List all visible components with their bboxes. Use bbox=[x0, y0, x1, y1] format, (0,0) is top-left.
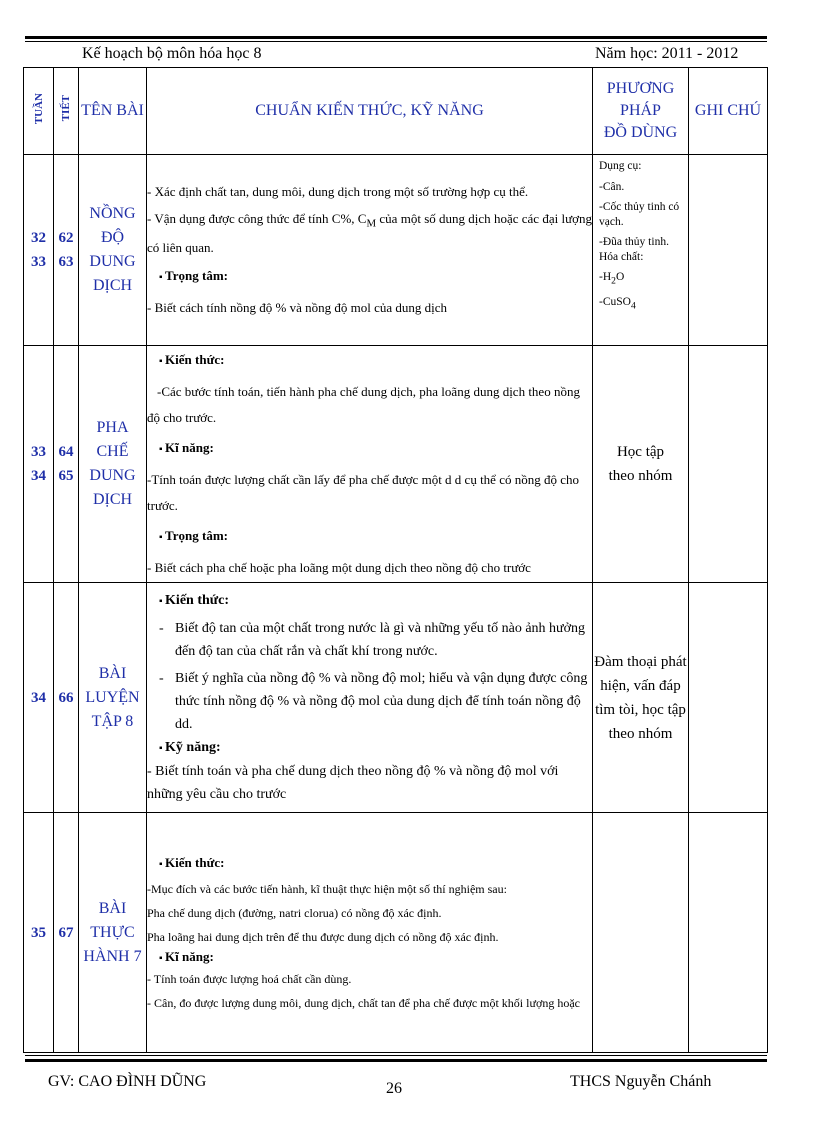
week-cell: 32 33 bbox=[24, 155, 54, 346]
top-rule-thin bbox=[25, 41, 767, 42]
column-note: GHI CHÚ bbox=[689, 68, 768, 155]
week-cell: 35 bbox=[24, 813, 54, 1053]
lesson-title-cell: BÀI THỰC HÀNH 7 bbox=[79, 813, 147, 1053]
week-cell: 34 bbox=[24, 583, 54, 813]
standard-cell: - Xác định chất tan, dung môi, dung dịch trong một số trường hợp cụ thể. - Vận dụng được công thức để tính C%, $C_M$ của một số dung dịch hoặc các đại lượng có liên quan. ▪ Trọng tâm: - Biết cách tính nồng độ % và nồng độ mol của dung dịch bbox=[147, 155, 593, 346]
note-cell bbox=[689, 346, 768, 583]
footer-teacher: GV: CAO ĐÌNH DŨNG bbox=[48, 1073, 207, 1090]
column-week: TUẦN bbox=[24, 68, 54, 155]
top-rule-thick bbox=[25, 36, 767, 39]
lesson-title-cell: PHA CHẾ DUNG DỊCH bbox=[79, 346, 147, 583]
plan-title: Kế hoạch bộ môn hóa học 8 bbox=[82, 45, 262, 62]
column-standard: CHUẨN KIẾN THỨC, KỸ NĂNG bbox=[147, 68, 593, 155]
footer-page-number: 26 bbox=[386, 1080, 402, 1097]
standard-cell: ▪ Kiến thức: -Mục đích và các bước tiến hành, kĩ thuật thực hiện một số thí nghiệm sau: Pha chế dung dịch (đường, natri clorua) có nồng độ xác định. Pha loãng hai dung dịch trên để thu được dung dịch có nồng độ xác định. ▪ Kĩ năng: - Tính toán được lượng hoá chất cần dùng. - Cân, đo được lượng dung môi, dung dịch, chất tan để pha chế được một khối lượng hoặc bbox=[147, 813, 593, 1053]
column-lesson: TÊN BÀI bbox=[79, 68, 147, 155]
lesson-title-cell: BÀI LUYỆN TẬP 8 bbox=[79, 583, 147, 813]
method-cell: Đàm thoại phát hiện, vấn đáp tìm tòi, học tập theo nhóm bbox=[593, 583, 689, 813]
note-cell bbox=[689, 813, 768, 1053]
method-cell: Học tập theo nhóm bbox=[593, 346, 689, 583]
standard-cell: ▪ Kiến thức: -Các bước tính toán, tiến hành pha chế dung dịch, pha loãng dung dịch theo nồng độ cho trước. ▪ Kĩ năng: -Tính toán được lượng chất cần lấy để pha chế được một d d cụ thể có nồng độ cho trước. ▪ Trọng tâm: - Biết cách pha chế hoặc pha loãng một dung dịch theo nồng độ cho trước bbox=[147, 346, 593, 583]
period-cell: 66 bbox=[54, 583, 79, 813]
period-cell: 62 63 bbox=[54, 155, 79, 346]
lesson-title-cell: NỒNG ĐỘ DUNG DỊCH bbox=[79, 155, 147, 346]
period-cell: 67 bbox=[54, 813, 79, 1053]
standard-cell: ▪ Kiến thức: - Biết độ tan của một chất trong nước là gì và những yếu tố nào ảnh hưởng đến độ tan của chất rắn và chất khí trong nước. - Biết ý nghĩa của nồng độ % và nồng độ mol; hiểu và vận dụng được công thức tính nồng độ % và nồng độ mol của dung dịch để tính toán nồng độ dd. ▪ Kỹ năng: - Biết tính toán và pha chế dung dịch theo nồng độ % và nồng độ mol với những yêu cầu cho trước bbox=[147, 583, 593, 813]
lesson-plan-table bbox=[23, 67, 768, 1053]
note-cell bbox=[689, 583, 768, 813]
table-row bbox=[24, 583, 768, 813]
week-cell: 33 34 bbox=[24, 346, 54, 583]
bottom-rule-thin bbox=[25, 1055, 767, 1056]
school-year: Năm học: 2011 - 2012 bbox=[595, 45, 739, 62]
table-header-row bbox=[24, 68, 768, 155]
footer-school: THCS Nguyễn Chánh bbox=[570, 1073, 712, 1090]
method-cell: Dụng cụ: -Cân. -Cốc thủy tinh có vạch. -Đũa thủy tinh. Hóa chất: $-H_2O$ -CuSO$_4$ bbox=[593, 155, 689, 346]
table-row bbox=[24, 155, 768, 346]
period-cell: 64 65 bbox=[54, 346, 79, 583]
method-cell bbox=[593, 813, 689, 1053]
note-cell bbox=[689, 155, 768, 346]
bottom-rule-thick bbox=[25, 1059, 767, 1062]
table-row bbox=[24, 346, 768, 583]
column-period: TIẾT bbox=[54, 68, 79, 155]
column-method: PHƯƠNG PHÁP ĐỒ DÙNG bbox=[593, 68, 689, 155]
table-row bbox=[24, 813, 768, 1053]
